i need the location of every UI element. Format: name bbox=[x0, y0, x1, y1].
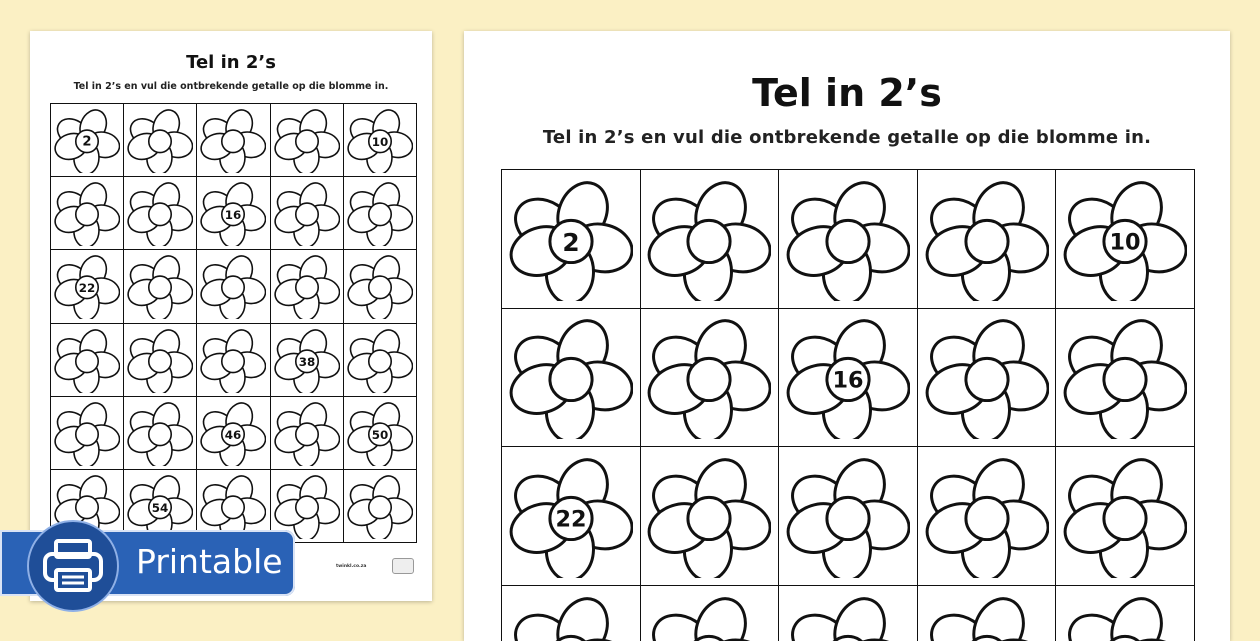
flower-number: 2 bbox=[562, 228, 580, 258]
flower-cell bbox=[344, 104, 417, 177]
flower-cell bbox=[124, 104, 197, 177]
flower-cell bbox=[271, 177, 344, 250]
worksheet-thumbnail bbox=[30, 31, 432, 601]
worksheet-instructions: Tel in 2’s en vul die ontbrekende getalle op die blomme in. bbox=[73, 81, 389, 92]
flower-cell bbox=[197, 104, 270, 177]
flower-icon bbox=[200, 180, 266, 246]
flower-icon bbox=[925, 454, 1049, 578]
flower-cell bbox=[641, 309, 780, 448]
printable-badge bbox=[0, 530, 295, 596]
flower-cell bbox=[197, 324, 270, 397]
flower-cell bbox=[51, 324, 124, 397]
flower-cell bbox=[918, 170, 1057, 309]
flower-cell bbox=[1056, 447, 1195, 586]
flower-cell bbox=[1056, 309, 1195, 448]
flower-grid bbox=[501, 169, 1195, 641]
flower-cell bbox=[271, 250, 344, 323]
flower-cell bbox=[502, 586, 641, 641]
flower-icon bbox=[347, 107, 413, 173]
flower-icon bbox=[54, 107, 120, 173]
flower-icon bbox=[647, 315, 771, 439]
footer-text: twinkl.co.za bbox=[336, 564, 367, 569]
flower-number: 22 bbox=[555, 506, 587, 533]
flower-number: 46 bbox=[225, 427, 242, 442]
flower-cell bbox=[51, 177, 124, 250]
flower-cell bbox=[124, 397, 197, 470]
flower-icon bbox=[1063, 315, 1187, 439]
worksheet-instructions: Tel in 2’s en vul die ontbrekende getalle op die blomme in. bbox=[542, 127, 1152, 148]
flower-cell bbox=[271, 324, 344, 397]
flower-cell bbox=[271, 104, 344, 177]
worksheet-preview bbox=[464, 31, 1230, 641]
flower-icon bbox=[509, 315, 633, 439]
flower-cell bbox=[344, 250, 417, 323]
flower-cell bbox=[51, 250, 124, 323]
flower-cell bbox=[1056, 586, 1195, 641]
flower-number: 10 bbox=[1109, 229, 1141, 256]
flower-cell bbox=[51, 397, 124, 470]
flower-icon bbox=[925, 315, 1049, 439]
flower-icon bbox=[786, 177, 910, 301]
flower-icon bbox=[200, 107, 266, 173]
flower-cell bbox=[502, 309, 641, 448]
flower-icon bbox=[347, 180, 413, 246]
flower-cell bbox=[344, 177, 417, 250]
flower-cell bbox=[51, 104, 124, 177]
flower-icon bbox=[786, 315, 910, 439]
flower-icon bbox=[200, 400, 266, 466]
flower-icon bbox=[127, 400, 193, 466]
flower-number: 10 bbox=[371, 135, 389, 150]
flower-cell bbox=[502, 170, 641, 309]
flower-icon bbox=[127, 253, 193, 319]
worksheet-title: Tel in 2’s bbox=[186, 52, 276, 73]
flower-cell bbox=[641, 447, 780, 586]
flower-icon bbox=[347, 253, 413, 319]
flower-icon bbox=[274, 180, 340, 246]
flower-icon bbox=[647, 593, 771, 641]
worksheet-title: Tel in 2’s bbox=[752, 71, 942, 115]
flower-icon bbox=[786, 593, 910, 641]
flower-cell bbox=[779, 309, 918, 448]
flower-number: 16 bbox=[832, 368, 864, 395]
flower-icon bbox=[200, 253, 266, 319]
flower-icon bbox=[54, 253, 120, 319]
flower-number: 50 bbox=[371, 427, 389, 442]
flower-cell bbox=[197, 250, 270, 323]
flower-icon bbox=[274, 400, 340, 466]
flower-icon bbox=[54, 327, 120, 393]
flower-cell bbox=[197, 177, 270, 250]
printer-icon bbox=[27, 520, 119, 612]
brand-logo bbox=[392, 558, 414, 574]
flower-cell bbox=[779, 170, 918, 309]
flower-cell bbox=[641, 586, 780, 641]
flower-cell bbox=[344, 470, 417, 543]
flower-cell bbox=[1056, 170, 1195, 309]
flower-number: 2 bbox=[82, 134, 92, 150]
flower-cell bbox=[197, 397, 270, 470]
flower-cell bbox=[502, 447, 641, 586]
flower-icon bbox=[127, 180, 193, 246]
flower-icon bbox=[347, 327, 413, 393]
flower-cell bbox=[918, 447, 1057, 586]
flower-icon bbox=[509, 593, 633, 641]
flower-cell bbox=[344, 397, 417, 470]
flower-cell bbox=[918, 309, 1057, 448]
flower-number: 16 bbox=[225, 208, 242, 223]
flower-number: 54 bbox=[152, 501, 169, 516]
flower-cell bbox=[124, 250, 197, 323]
flower-icon bbox=[274, 107, 340, 173]
flower-cell bbox=[641, 170, 780, 309]
flower-icon bbox=[1063, 454, 1187, 578]
flower-icon bbox=[509, 177, 633, 301]
flower-icon bbox=[509, 454, 633, 578]
flower-icon bbox=[347, 400, 413, 466]
flower-icon bbox=[925, 593, 1049, 641]
flower-icon bbox=[786, 454, 910, 578]
flower-icon bbox=[274, 253, 340, 319]
flower-cell bbox=[779, 447, 918, 586]
flower-icon bbox=[1063, 593, 1187, 641]
flower-number: 38 bbox=[298, 354, 315, 369]
flower-cell bbox=[918, 586, 1057, 641]
flower-icon bbox=[54, 180, 120, 246]
flower-icon bbox=[1063, 177, 1187, 301]
flower-icon bbox=[274, 327, 340, 393]
flower-icon bbox=[200, 327, 266, 393]
flower-cell bbox=[271, 397, 344, 470]
flower-icon bbox=[127, 327, 193, 393]
flower-cell bbox=[124, 324, 197, 397]
flower-icon bbox=[647, 177, 771, 301]
flower-grid bbox=[50, 103, 417, 543]
flower-icon bbox=[647, 454, 771, 578]
flower-cell bbox=[344, 324, 417, 397]
flower-cell bbox=[124, 177, 197, 250]
flower-icon bbox=[925, 177, 1049, 301]
flower-icon bbox=[54, 400, 120, 466]
flower-cell bbox=[779, 586, 918, 641]
flower-icon bbox=[127, 107, 193, 173]
flower-icon bbox=[347, 473, 413, 539]
printable-label: Printable bbox=[136, 542, 283, 581]
flower-number: 22 bbox=[78, 281, 96, 296]
